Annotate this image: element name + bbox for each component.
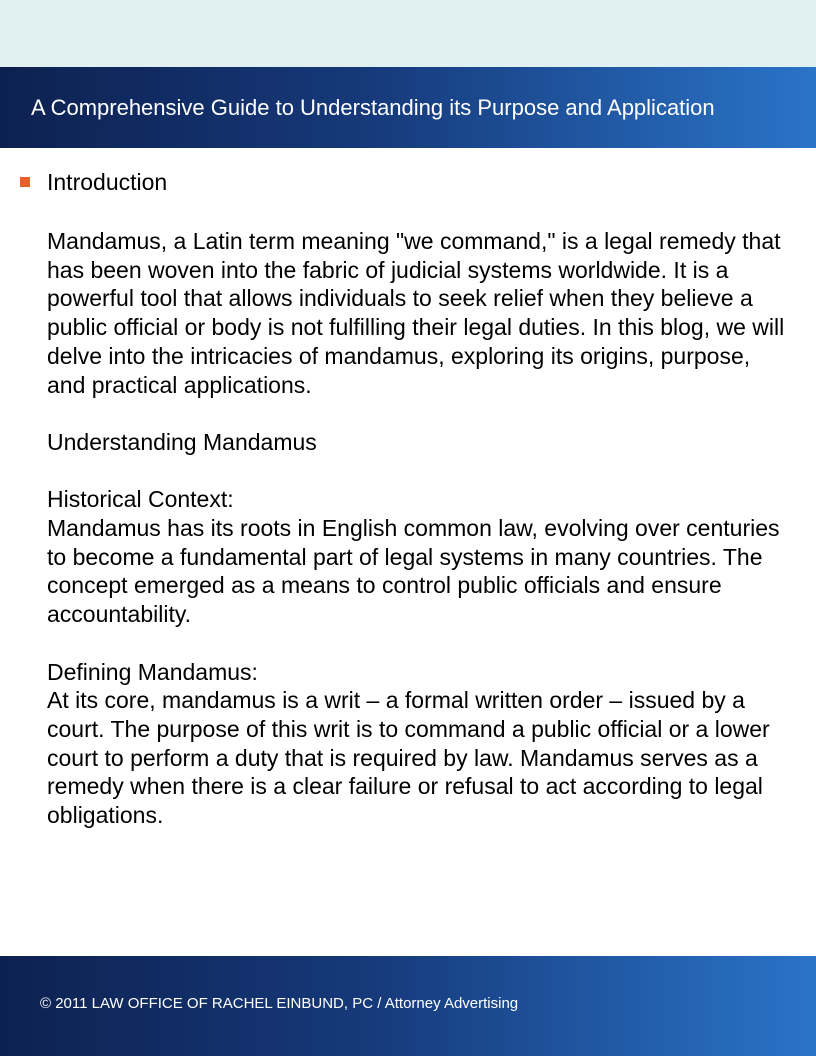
content-area	[0, 168, 816, 829]
footer-bar	[0, 956, 816, 1056]
header-bar	[0, 67, 816, 148]
historical-paragraph: Mandamus has its roots in English common law, evolving over centuries to become a fundamental part of legal systems in many countries. The concept emerged as a means to control public officials and ensure accountability.	[47, 515, 780, 628]
top-band	[0, 0, 816, 67]
defining-paragraph: At its core, mandamus is a writ – a formal written order – issued by a court. The purpose of this writ is to command a public official or a lower court to perform a duty that is required by law. Mandamus serves as a remedy when there is a clear failure or refusal to act according to legal obligations.	[47, 687, 770, 829]
defining-heading: Defining Mandamus:	[47, 658, 258, 685]
section-label: Introduction	[47, 169, 168, 195]
square-bullet-icon	[20, 177, 30, 187]
footer-copyright: © 2011 LAW OFFICE OF RACHEL EINBUND, PC / Attorney Advertising	[40, 995, 519, 1012]
historical-heading: Historical Context:	[47, 486, 234, 513]
section-bullet	[0, 168, 816, 198]
body-text	[47, 227, 792, 830]
intro-paragraph: Mandamus, a Latin term meaning "we command," is a legal remedy that has been woven into the fabric of judicial systems worldwide. It is a powerful tool that allows individuals to seek relief when they believe a public official or body is not fulfilling their legal duties. In this blog, we will delve into the intricacies of mandamus, exploring its origins, purpose, and practical applications.	[47, 228, 785, 398]
page-title: A Comprehensive Guide to Understanding its Purpose and Application	[31, 94, 715, 120]
understanding-heading: Understanding Mandamus	[47, 428, 317, 455]
